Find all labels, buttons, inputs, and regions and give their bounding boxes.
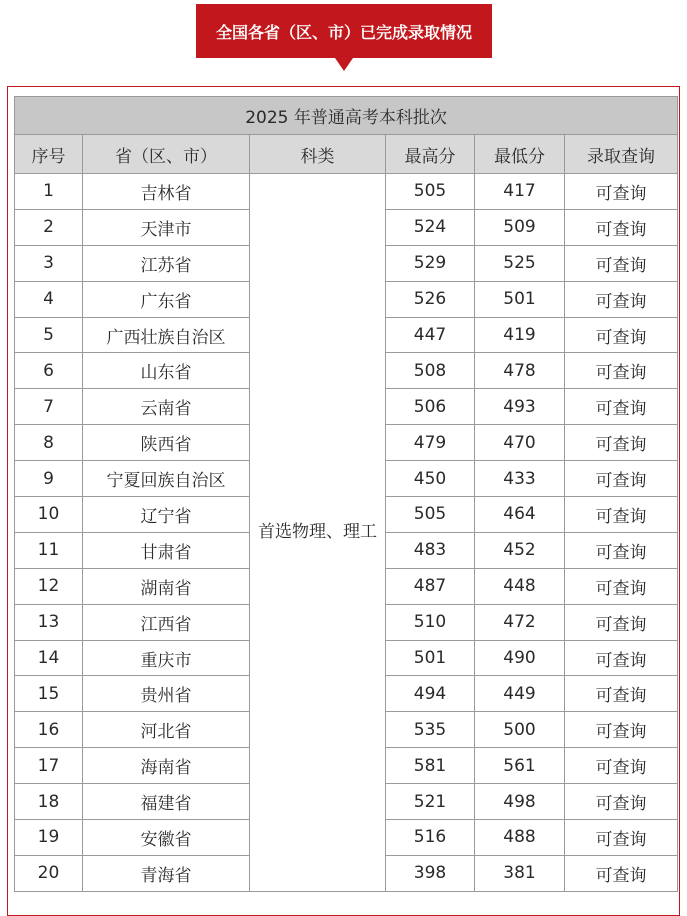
banner-pointer [335, 58, 353, 71]
row-max-score: 398 [386, 855, 475, 891]
row-query-link[interactable]: 可查询 [565, 281, 678, 317]
row-query-link[interactable]: 可查询 [565, 855, 678, 891]
row-number: 11 [15, 532, 83, 568]
row-query-link[interactable]: 可查询 [565, 604, 678, 640]
row-number: 7 [15, 389, 83, 425]
row-max-score: 524 [386, 209, 475, 245]
row-number: 9 [15, 461, 83, 497]
row-max-score: 505 [386, 497, 475, 533]
row-query-link[interactable]: 可查询 [565, 568, 678, 604]
header-max-score: 最高分 [386, 135, 475, 174]
header-subject: 科类 [250, 135, 386, 174]
row-province: 江西省 [83, 604, 250, 640]
row-max-score: 508 [386, 353, 475, 389]
row-max-score: 450 [386, 461, 475, 497]
header-query: 录取查询 [565, 135, 678, 174]
row-min-score: 470 [475, 425, 565, 461]
row-province: 吉林省 [83, 174, 250, 210]
row-number: 17 [15, 748, 83, 784]
row-number: 2 [15, 209, 83, 245]
row-number: 19 [15, 820, 83, 856]
row-province: 天津市 [83, 209, 250, 245]
row-min-score: 472 [475, 604, 565, 640]
row-min-score: 488 [475, 820, 565, 856]
header-no: 序号 [15, 135, 83, 174]
row-number: 14 [15, 640, 83, 676]
row-province: 江苏省 [83, 245, 250, 281]
row-province: 福建省 [83, 784, 250, 820]
row-max-score: 521 [386, 784, 475, 820]
row-max-score: 535 [386, 712, 475, 748]
row-query-link[interactable]: 可查询 [565, 425, 678, 461]
table-header-row [15, 135, 678, 174]
row-min-score: 449 [475, 676, 565, 712]
row-number: 20 [15, 855, 83, 891]
row-province: 安徽省 [83, 820, 250, 856]
subject-cell: 首选物理、理工 [250, 174, 386, 892]
header-min-score: 最低分 [475, 135, 565, 174]
row-province: 广西壮族自治区 [83, 317, 250, 353]
row-number: 16 [15, 712, 83, 748]
row-province: 河北省 [83, 712, 250, 748]
row-max-score: 516 [386, 820, 475, 856]
row-province: 贵州省 [83, 676, 250, 712]
row-query-link[interactable]: 可查询 [565, 820, 678, 856]
row-max-score: 487 [386, 568, 475, 604]
row-number: 5 [15, 317, 83, 353]
row-max-score: 526 [386, 281, 475, 317]
row-query-link[interactable]: 可查询 [565, 389, 678, 425]
row-number: 12 [15, 568, 83, 604]
row-min-score: 419 [475, 317, 565, 353]
table-row [15, 174, 678, 210]
admission-table [14, 96, 678, 892]
row-number: 18 [15, 784, 83, 820]
row-min-score: 493 [475, 389, 565, 425]
row-min-score: 501 [475, 281, 565, 317]
row-number: 13 [15, 604, 83, 640]
row-max-score: 501 [386, 640, 475, 676]
row-number: 3 [15, 245, 83, 281]
row-min-score: 381 [475, 855, 565, 891]
row-query-link[interactable]: 可查询 [565, 748, 678, 784]
row-min-score: 478 [475, 353, 565, 389]
row-province: 陕西省 [83, 425, 250, 461]
row-min-score: 448 [475, 568, 565, 604]
row-min-score: 417 [475, 174, 565, 210]
row-max-score: 510 [386, 604, 475, 640]
row-min-score: 509 [475, 209, 565, 245]
row-min-score: 452 [475, 532, 565, 568]
row-province: 重庆市 [83, 640, 250, 676]
row-max-score: 505 [386, 174, 475, 210]
row-min-score: 464 [475, 497, 565, 533]
row-province: 广东省 [83, 281, 250, 317]
row-max-score: 506 [386, 389, 475, 425]
row-min-score: 433 [475, 461, 565, 497]
row-min-score: 525 [475, 245, 565, 281]
row-max-score: 529 [386, 245, 475, 281]
row-max-score: 447 [386, 317, 475, 353]
row-province: 山东省 [83, 353, 250, 389]
row-province: 辽宁省 [83, 497, 250, 533]
row-query-link[interactable]: 可查询 [565, 640, 678, 676]
row-min-score: 500 [475, 712, 565, 748]
row-number: 8 [15, 425, 83, 461]
header-province: 省（区、市） [83, 135, 250, 174]
table-body [15, 174, 678, 892]
row-number: 4 [15, 281, 83, 317]
table-title-row [15, 97, 678, 135]
row-query-link[interactable]: 可查询 [565, 245, 678, 281]
row-query-link[interactable]: 可查询 [565, 317, 678, 353]
row-min-score: 561 [475, 748, 565, 784]
row-number: 6 [15, 353, 83, 389]
row-max-score: 581 [386, 748, 475, 784]
row-province: 宁夏回族自治区 [83, 461, 250, 497]
banner-title: 全国各省（区、市）已完成录取情况 [215, 22, 472, 42]
row-query-link[interactable]: 可查询 [565, 676, 678, 712]
row-province: 海南省 [83, 748, 250, 784]
row-max-score: 494 [386, 676, 475, 712]
row-province: 云南省 [83, 389, 250, 425]
row-number: 15 [15, 676, 83, 712]
row-province: 湖南省 [83, 568, 250, 604]
row-query-link[interactable]: 可查询 [565, 174, 678, 210]
row-query-link[interactable]: 可查询 [565, 784, 678, 820]
row-max-score: 483 [386, 532, 475, 568]
row-province: 青海省 [83, 855, 250, 891]
row-query-link[interactable]: 可查询 [565, 532, 678, 568]
table-title: 2025 年普通高考本科批次 [15, 97, 678, 135]
row-min-score: 490 [475, 640, 565, 676]
section-banner [196, 4, 492, 58]
row-query-link[interactable]: 可查询 [565, 353, 678, 389]
row-query-link[interactable]: 可查询 [565, 712, 678, 748]
row-query-link[interactable]: 可查询 [565, 497, 678, 533]
row-number: 10 [15, 497, 83, 533]
row-number: 1 [15, 174, 83, 210]
row-max-score: 479 [386, 425, 475, 461]
row-query-link[interactable]: 可查询 [565, 209, 678, 245]
row-province: 甘肃省 [83, 532, 250, 568]
row-query-link[interactable]: 可查询 [565, 461, 678, 497]
row-min-score: 498 [475, 784, 565, 820]
